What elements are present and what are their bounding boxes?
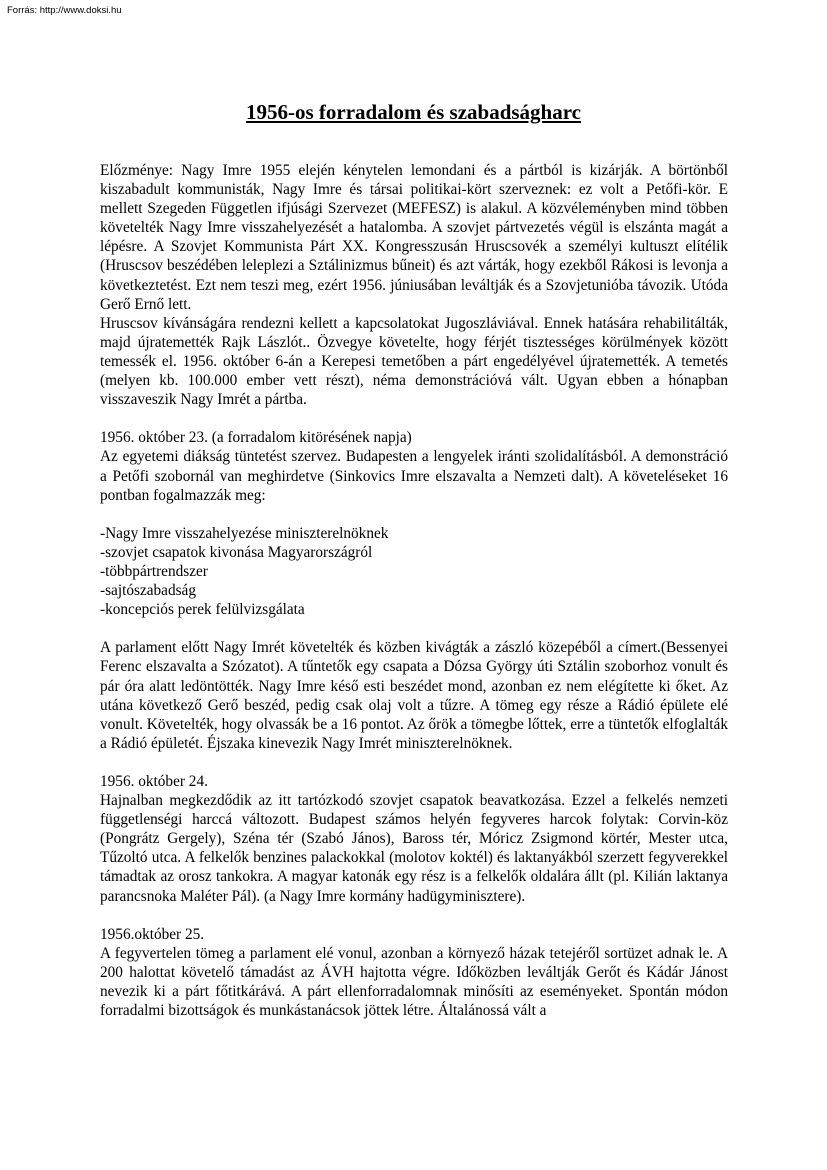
section-heading-oct23: 1956. október 23. (a forradalom kitörésének napja) [100, 429, 412, 447]
page-title: 1956-os forradalom és szabadságharc [245, 100, 581, 124]
paragraph-gap [100, 619, 728, 638]
list-item: -koncepciós perek felülvizsgálata [100, 601, 305, 619]
paragraph-oct25: A fegyvertelen tömeg a parlament elé vonul, azonban a környező házak tetejéről sortüzet adnak le. A 200 halottat követelő támadást az ÁVH hajtotta végre. Időközben leváltják Gerőt és Kádár Jánost nevezik ki a párt főtitkárává. A párt ellenforradalomnak minősíti az eseményeket. Spontán módon forradalmi bizottságok és munkástanácsok jöttek létre. Általánossá vált a [100, 944, 728, 1020]
demands-list [100, 524, 728, 619]
source-line: Forrás: http://www.doksi.hu [7, 5, 122, 16]
paragraph-gap [100, 753, 728, 772]
section-heading-oct25: 1956.október 25. [100, 925, 205, 943]
list-item: -többpártrendszer [100, 562, 208, 580]
paragraph-gap [100, 906, 728, 925]
paragraph-gap [100, 409, 728, 428]
list-item: -szovjet csapatok kivonása Magyarországról [100, 543, 373, 561]
paragraph-oct23: Az egyetemi diákság tüntetést szervez. Budapesten a lengyelek iránti szolidalításból. A demonstráció a Petőfi szobornál van meghirdetve (Sinkovics Imre elszavalta a Nemzeti dalt). A követeléseket 16 pontban fogalmazzák meg: [100, 448, 728, 504]
paragraph-gap [100, 505, 728, 524]
list-item: -Nagy Imre visszahelyezése miniszterelnöknek [100, 524, 389, 542]
paragraph-rajk: Hruscsov kívánságára rendezni kellett a kapcsolatokat Jugoszláviával. Ennek hatására rehabilitálták, majd újratemették Rajk Lászlót.. Özvegye követelte, hogy férjét tisztességes körülmények között temessék el. 1956. október 6-án a Kerepesi temetőben a párt engedélyével újratemették. A temetés (melyen kb. 100.000 ember vett részt), néma demonstrációvá vált. Ugyan ebben a hónapban visszaveszik Nagy Imrét a pártba. [100, 314, 728, 409]
list-item: -sajtószabadság [100, 582, 196, 600]
paragraph-background: Előzménye: Nagy Imre 1955 elején kénytelen lemondani és a pártból is kizárják. A börtönből kiszabadult kommunisták, Nagy Imre és társai politikai-kört szerveznek: ez volt a Petőfi-kör. E mellett Szegeden Független ifjúsági Szervezet (MEFESZ) is alakul. A közvéleményben mind többen követelték Nagy Imre visszahelyezését a hatalomba. A szovjet pártvezetés végül is elszánta magát a lépésre. A Szovjet Kommunista Párt XX. Kongresszusán Hruscsovék a személyi kultuszt elítélik (Hruscsov beszédében leleplezi a Sztálinizmus bűneit) és azt várták, hogy ezekből Rákosi is levonja a következtetést. Ezt nem teszi meg, ezért 1956. júniusában leváltják és a Szovjetunióba távozik. Utóda Gerő Ernő lett. [100, 162, 728, 313]
paragraph-parliament: A parlament előtt Nagy Imrét követelték és közben kivágták a zászló közepéből a címert.(Bessenyei Ferenc elszavalta a Szózatot). A tűntetők egy csapata a Dózsa György úti Sztálin szoborhoz vonult és pár óra alatt ledöntötték. Nagy Imre késő esti beszédet mond, azonban ez nem elégítette ki őket. Az utána következő Gerő beszéd, pedig csak olaj volt a tűzre. A tömeg egy része a Rádió épülete elé vonult. Követelték, hogy olvassák be a 16 pontot. Az őrök a tömegbe lőttek, erre a tüntetők elfoglalták a Rádió épületét. Éjszaka kinevezik Nagy Imrét miniszterelnöknek. [100, 639, 728, 752]
document-body [100, 161, 728, 1020]
section-heading-oct24: 1956. október 24. [100, 773, 208, 790]
paragraph-oct24: Hajnalban megkezdődik az itt tartózkodó szovjet csapatok beavatkozása. Ezzel a felkelés nemzeti függetlenségi harccá változott. Budapest számos helyén fegyveres harcok folytak: Corvin-köz (Pongrátz Gergely), Széna tér (Szabó János), Baross tér, Móricz Zsigmond körtér, Mester utca, Tűzoltó utca. A felkelők benzines palackokkal (molotov koktél) és laktanyákból szerzett fegyverekkel támadtak az orosz tankokra. A magyar katonák egy rész is a felkelők oldalára állt (pl. Kilián laktanya parancsnoka Maléter Pál). (a Nagy Imre kormány hadügyminisztere). [100, 792, 728, 905]
